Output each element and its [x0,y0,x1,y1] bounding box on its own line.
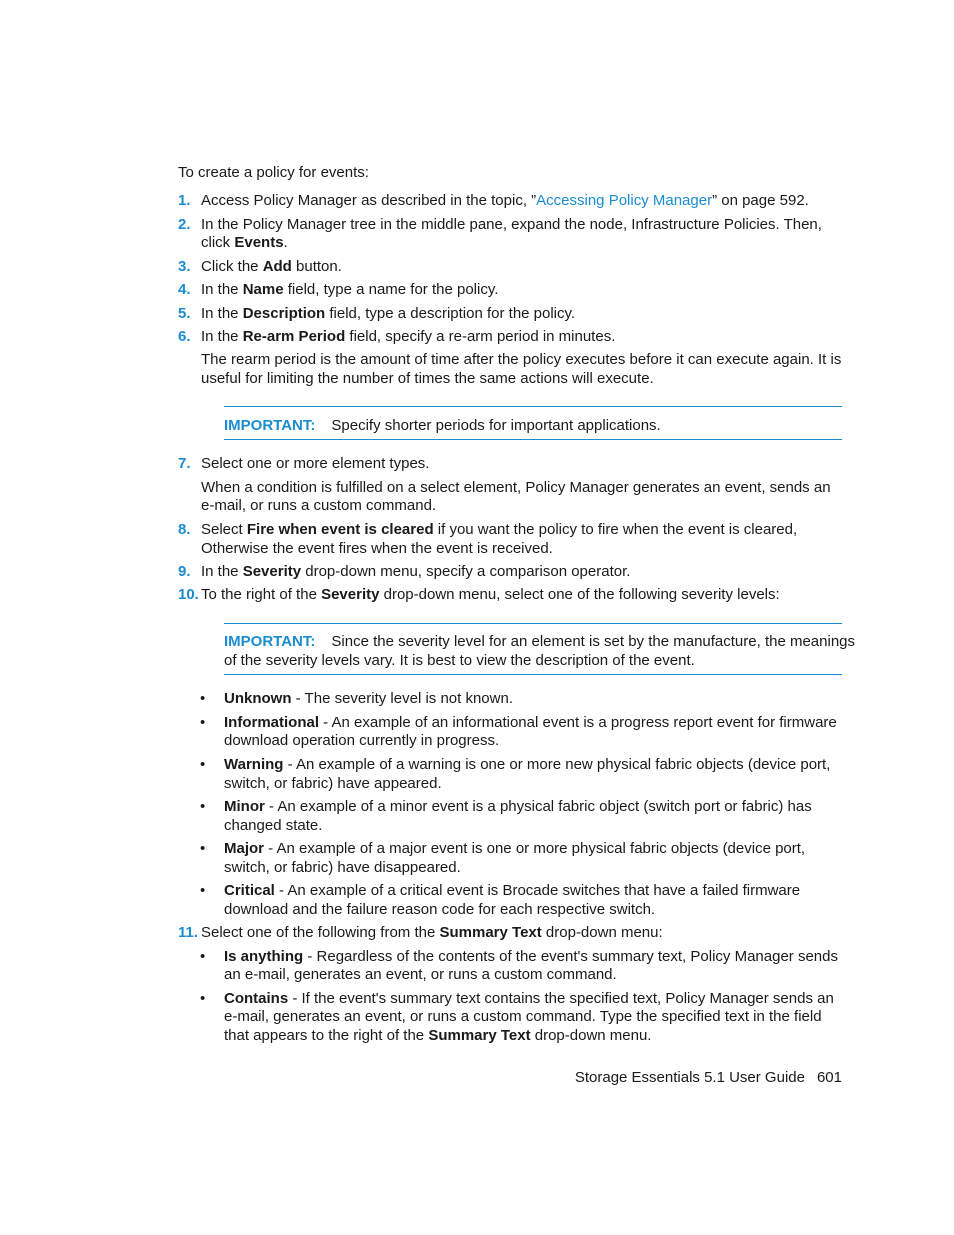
step-6-text-a: In the [201,328,243,345]
severity-term: Major [224,840,265,857]
step-5-text-a: In the [201,305,243,322]
bullet-icon: • [200,882,206,899]
severity-informational-line-2: download operation currently in progress. [224,732,500,749]
bullet-icon: • [200,798,206,815]
page-number: 601 [816,1069,842,1086]
summary-contains [224,989,834,1008]
page-footer [575,1068,842,1087]
severity-warning-line-2: switch, or fabric) have appeared. [224,775,442,792]
severity-major [224,839,805,858]
step-10-text [201,585,780,604]
summary-option-description: - Regardless of the contents of the event's summary text, Policy Manager sends [303,948,838,965]
bullet-icon: • [200,756,206,773]
step-7-para-line-2: e-mail, or runs a custom command. [201,497,437,514]
severity-minor-line-2: changed state. [224,817,323,834]
summary-option-term: Is anything [224,948,304,965]
severity-description: - An example of an informational event is a progress report event for firmware [319,714,837,731]
step-9-text-a: In the [201,563,243,580]
severity-warning [224,755,830,774]
note-top-rule [224,406,842,407]
fire-when-cleared-term: Fire when event is cleared [246,521,434,538]
step-number: 9. [178,563,191,580]
step-number: 10. [178,586,199,603]
step-10-text-a: To the right of the [201,586,322,603]
summary-contains-line-3 [224,1026,651,1045]
add-term: Add [262,258,292,275]
step-number: 3. [178,258,191,275]
summary-is-anything-line-2: an e-mail, generates an event, or runs a custom command. [224,966,617,983]
step-6-para-line-1: The rearm period is the amount of time after the policy executes before it can execute again. It is [201,351,842,368]
important-note-2-line-2: of the severity levels vary. It is best to view the description of the event. [224,652,695,669]
step-7-para-line-1: When a condition is fulfilled on a select element, Policy Manager generates an event, sends an [201,479,831,496]
note-bottom-rule [224,439,842,440]
severity-major-line-2: switch, or fabric) have disappeared. [224,859,461,876]
important-label: IMPORTANT: [224,417,316,434]
summary-contains-text-c: drop-down menu. [530,1027,652,1044]
note-top-rule [224,623,842,624]
severity-informational [224,713,837,732]
step-2-line-1: In the Policy Manager tree in the middle pane, expand the node, Infrastructure Policies. Then, [201,216,822,233]
step-3-text-c: button. [291,258,342,275]
severity-term: Warning [224,756,284,773]
severity-term: Severity [321,586,380,603]
step-4-text-c: field, type a name for the policy. [283,281,499,298]
severity-term: Severity [242,563,302,580]
bullet-icon: • [200,948,206,965]
important-note-2-line-1 [224,632,855,651]
description-term: Description [242,305,326,322]
step-6-para-line-2: useful for limiting the number of times the same actions will execute. [201,370,654,387]
step-11-text-c: drop-down menu: [541,924,663,941]
step-number: 1. [178,192,191,209]
step-4-text-a: In the [201,281,243,298]
step-9-text [201,562,630,581]
step-5-text [201,304,575,323]
summary-text-term: Summary Text [439,924,542,941]
step-1-text-b: ” on page 592. [712,192,809,209]
summary-text-term: Summary Text [428,1027,531,1044]
severity-minor [224,797,812,816]
step-6-text [201,327,615,346]
step-7-text: Select one or more element types. [201,455,430,472]
severity-unknown [224,689,513,708]
step-10-text-c: drop-down menu, select one of the following severity levels: [379,586,780,603]
summary-is-anything [224,947,838,966]
rearm-period-term: Re-arm Period [242,328,346,345]
step-number: 8. [178,521,191,538]
step-8-text-a: Select [201,521,247,538]
bullet-icon: • [200,714,206,731]
step-1-text-a: Access Policy Manager as described in the topic, ” [201,192,537,209]
step-3-text-a: Click the [201,258,263,275]
bullet-icon: • [200,690,206,707]
summary-contains-text-a: that appears to the right of the [224,1027,429,1044]
severity-critical-line-2: download and the failure reason code for each respective switch. [224,901,656,918]
summary-option-description: - If the event's summary text contains the specified text, Policy Manager sends an [288,990,834,1007]
step-number: 2. [178,216,191,233]
severity-description: - An example of a warning is one or more new physical fabric objects (device port, [283,756,831,773]
step-9-text-c: drop-down menu, specify a comparison operator. [301,563,631,580]
step-2-text-c: . [283,234,288,251]
step-number: 5. [178,305,191,322]
severity-term: Informational [224,714,320,731]
step-3-text [201,257,342,276]
accessing-policy-manager-link[interactable]: Accessing Policy Manager [536,192,713,209]
step-11-text [201,923,663,942]
name-term: Name [242,281,284,298]
note-bottom-rule [224,674,842,675]
important-label: IMPORTANT: [224,633,316,650]
step-number: 4. [178,281,191,298]
severity-description: - An example of a critical event is Brocade switches that have a failed firmware [274,882,801,899]
step-2-text-a: click [201,234,235,251]
severity-description: - An example of a major event is one or more physical fabric objects (device port, [264,840,806,857]
step-number: 6. [178,328,191,345]
severity-description: - An example of a minor event is a physical fabric object (switch port or fabric) has [264,798,812,815]
important-note-2-text: Since the severity level for an element is set by the manufacture, the meanings [331,633,855,650]
step-8-line-2: Otherwise the event fires when the event is received. [201,540,553,557]
bullet-icon: • [200,840,206,857]
step-4-text [201,280,498,299]
step-5-text-c: field, type a description for the policy. [325,305,576,322]
footer-title: Storage Essentials 5.1 User Guide [574,1069,805,1086]
severity-term: Minor [224,798,265,815]
step-11-text-a: Select one of the following from the [201,924,440,941]
step-6-text-c: field, specify a re-arm period in minutes. [345,328,616,345]
intro-text: To create a policy for events: [178,164,369,181]
important-note-1-text: Specify shorter periods for important applications. [331,417,661,434]
severity-critical [224,881,800,900]
summary-contains-line-2: e-mail, generates an event, or runs a custom command. Type the specified text in the field [224,1008,822,1025]
severity-description: - The severity level is not known. [291,690,513,707]
step-number: 7. [178,455,191,472]
bullet-icon: • [200,990,206,1007]
important-note-1 [224,416,661,435]
step-8-text-c: if you want the policy to fire when the event is cleared, [433,521,798,538]
step-1-text [201,191,809,210]
step-8-text [201,520,797,539]
step-2-line-2 [201,233,288,252]
severity-term: Critical [224,882,275,899]
step-number: 11. [178,924,199,941]
severity-term: Unknown [224,690,292,707]
summary-option-term: Contains [224,990,289,1007]
events-term: Events [234,234,284,251]
